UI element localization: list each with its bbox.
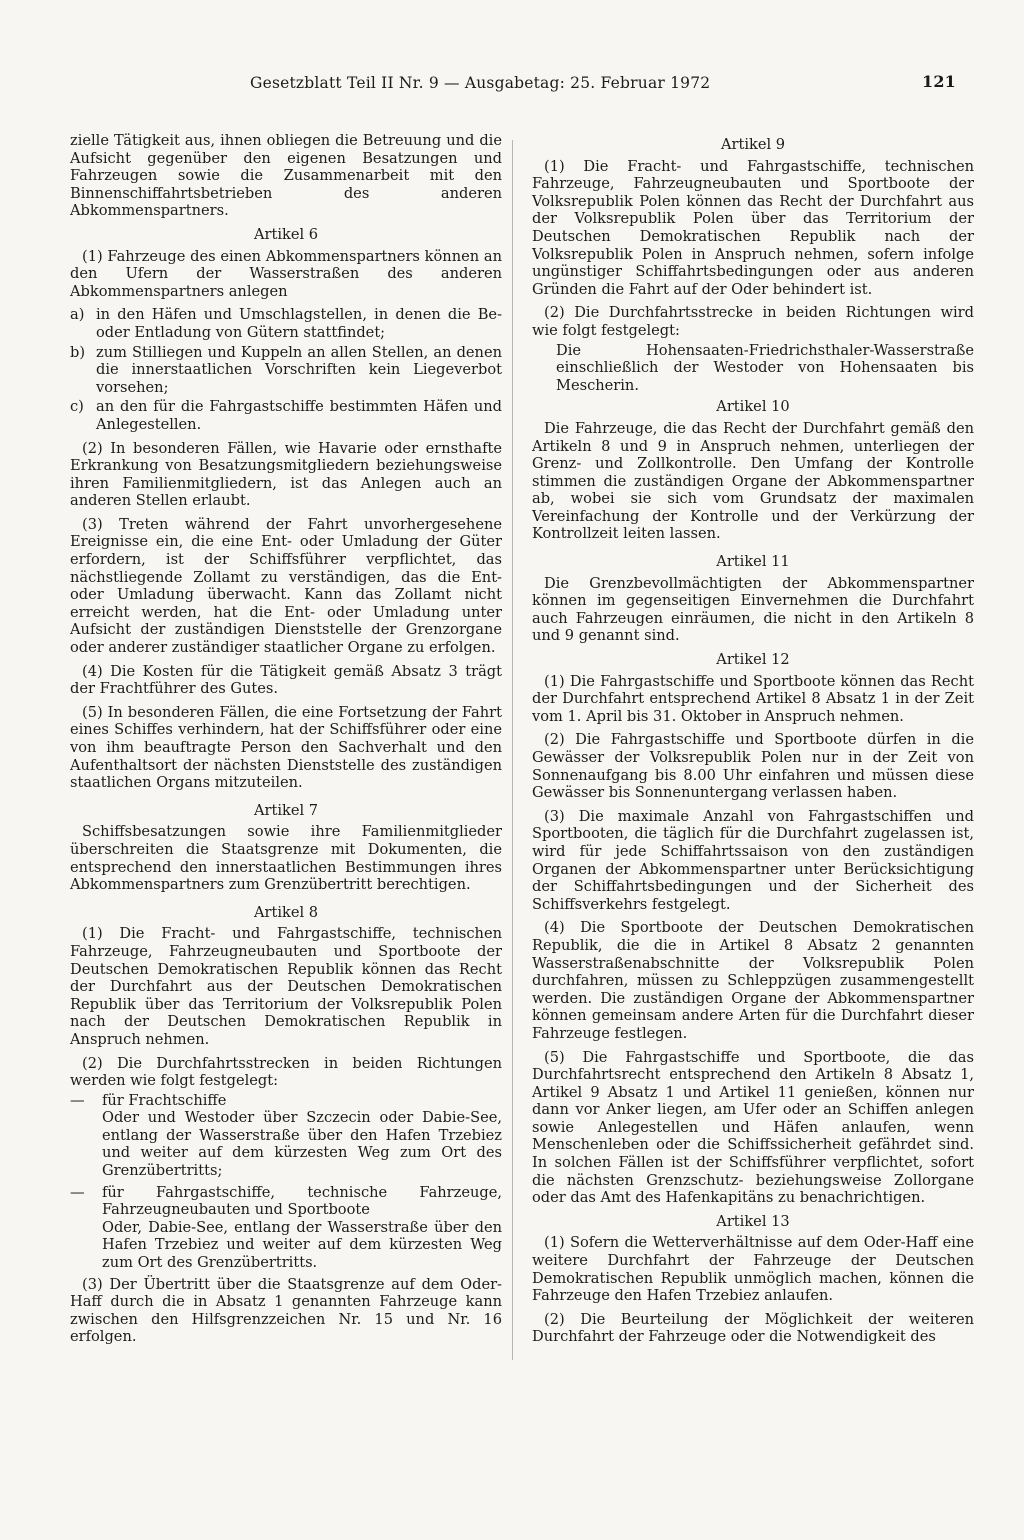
running-title: Gesetzblatt Teil II Nr. 9 — Ausgabetag: 25. Februar 1972 <box>250 74 711 92</box>
list-text: an den für die Fahrgastschiffe bestimmten Häfen und Anlegestellen. <box>96 398 502 433</box>
article-9-heading: Artikel 9 <box>720 136 786 153</box>
article-6-para-4: (4) Die Kosten für die Tätigkeit gemäß Absatz 3 trägt der Frachtführer des Gutes. <box>70 662 502 698</box>
article-9-para-1: (1) Die Fracht- und Fahrgastschiffe, technischen Fahrzeuge, Fahrzeugneubauten und Sportboote der Volksrepublik Polen können das Recht der Durchfahrt aus der Volksrepublik Polen über das Territorium der Deutschen Demokratischen Republik nach der Volksrepublik Polen in Anspruch nehmen, sofern infolge ungünstiger Schiffahrtsbedingungen oder aus anderen Gründen die Fahrt auf der Oder behindert ist. <box>532 157 974 298</box>
article-13-para-2: (2) Die Beurteilung der Möglichkeit der weiteren Durchfahrt der Fahrzeuge oder die Notwendigkeit des <box>532 1310 974 1346</box>
article-12-para-3: (3) Die maximale Anzahl von Fahrgastschiffen und Sportbooten, die täglich für die Durchfahrt zugelassen ist, wird für jede Schiffahrtssaison von den zuständigen Organen der Abkommenspartner unter Berücksichtigung der Schiffahrtsbedingungen und der Sicherheit des Schiffsverkehrs festgelegt. <box>532 807 974 913</box>
article-11-text: Die Grenzbevollmächtigten der Abkommenspartner können im gegenseitigen Einvernehmen die Durchfahrt auch Fahrzeugen einräumen, die nicht in den Artikeln 8 und 9 genannt sind. <box>532 574 974 645</box>
left-column <box>70 132 502 1352</box>
article-12-para-2: (2) Die Fahrgastschiffe und Sportboote dürfen in die Gewässer der Volksrepublik Polen nur in der Zeit von Sonnenaufgang bis 8.00 Uhr einfahren und müssen diese Gewässer bis Sonnenuntergang verlassen haben. <box>532 731 974 802</box>
column-divider <box>512 140 513 1360</box>
dash-marker: — <box>70 1091 85 1109</box>
list-item <box>70 344 502 397</box>
article-12-para-1: (1) Die Fahrgastschiffe und Sportboote können das Recht der Durchfahrt entsprechend Artikel 8 Absatz 1 in der Zeit vom 1. April bis 31. Oktober in Anspruch nehmen. <box>532 672 974 725</box>
article-10-heading: Artikel 10 <box>716 398 790 416</box>
route-description: Oder, Dabie-See, entlang der Wasserstraße über den Hafen Trzebiez und weiter auf dem kürzesten Weg zum Ort des Grenzübertritts. <box>102 1218 502 1272</box>
article-13-heading: Artikel 13 <box>716 1212 790 1230</box>
article-12-para-5: (5) Die Fahrgastschiffe und Sportboote, die das Durchfahrtsrecht entsprechend den Artikeln 8 Absatz 1, Artikel 9 Absatz 1 und Artikel 11 genießen, können nur dann vor Anker liegen, am Ufer oder an Schiffen anlegen sowie Anlegestellen und Häfen anlaufen, wenn Menschenleben oder die Schiffssicherheit gefährdet sind. In solchen Fällen ist der Schiffsführer verpflichtet, sofort die nächsten Grenzschutz- beziehungsweise Zollorgane oder das Amt des Hafenkapitäns zu benachrichtigen. <box>532 1048 974 1207</box>
list-text: in den Häfen und Umschlagstellen, in denen die Be- oder Entladung von Gütern stattfindet; <box>96 306 502 341</box>
route-label: für Fahrgastschiffe, technische Fahrzeuge, Fahrzeugneubauten und Sportboote <box>102 1183 502 1219</box>
continuation-paragraph: zielle Tätigkeit aus, ihnen obliegen die Betreuung und die Aufsicht gegenüber den eigenen Besatzungen und Fahrzeugen sowie die Zusammenarbeit mit den Binnenschiffahrtsbetrieben des anderen Abkommenspartners. <box>70 132 502 220</box>
list-text: zum Stilliegen und Kuppeln an allen Stellen, an denen die innerstaatlichen Vorschriften kein Liegeverbot vorsehen; <box>96 343 502 396</box>
list-item <box>70 398 502 433</box>
running-header <box>250 74 970 92</box>
article-12-heading: Artikel 12 <box>716 651 790 669</box>
article-13-para-1: (1) Sofern die Wetterverhältnisse auf dem Oder-Haff eine weitere Durchfahrt der Fahrzeuge der Deutschen Demokratischen Republik unmöglich machen, können die Fahrzeuge den Hafen Trzebiez anlaufen. <box>532 1234 974 1305</box>
article-8-para-3: (3) Der Übertritt über die Staatsgrenze auf dem Oder-Haff durch die in Absatz 1 genannten Fahrzeuge kann zwischen den Hilfsgrenzzeichen Nr. 15 und Nr. 16 erfolgen. <box>70 1275 502 1346</box>
article-12-para-4: (4) Die Sportboote der Deutschen Demokratischen Republik, die die in Artikel 8 Absatz 2 genannten Wasserstraßenabschnitte der Volksrepublik Polen durchfahren, müssen zu Schleppzügen zusammengestellt werden. Die zuständigen Organe der Abkommenspartner können gemeinsam andere Arten für die Durchfahrt dieser Fahrzeuge festlegen. <box>532 919 974 1042</box>
route-item <box>70 1184 502 1219</box>
article-9-para-2: (2) Die Durchfahrtsstrecke in beiden Richtungen wird wie folgt festgelegt: <box>532 304 974 339</box>
article-6-para-5: (5) In besonderen Fällen, die eine Fortsetzung der Fahrt eines Schiffes verhindern, hat der Schiffsführer oder eine von ihm beauftragte Person den Sachverhalt und den Aufenthaltsort der nächsten Dienststelle des zuständigen staatlichen Organs mitzuteilen. <box>70 703 502 792</box>
article-6-para-1: (1) Fahrzeuge des einen Abkommenspartners können an den Ufern der Wasserstraßen des anderen Abkommenspartners anlegen <box>70 247 502 300</box>
article-8-para-2: (2) Die Durchfahrtsstrecken in beiden Richtungen werden wie folgt festgelegt: <box>70 1054 502 1090</box>
article-7-text: Schiffsbesatzungen sowie ihre Familienmitglieder überschreiten die Staatsgrenze mit Dokumenten, die entsprechend den innerstaatlichen Bestimmungen ihres Abkommenspartners zum Grenzübertritt berechtigen. <box>70 823 502 894</box>
article-6-para-3: (3) Treten während der Fahrt unvorhergesehene Ereignisse ein, die eine Ent- oder Umladung der Güter erfordern, ist der Schiffsführer verpflichtet, das nächstliegende Zollamt zu verständigen, das die Ent- oder Umladung überwacht. Kann das Zollamt nicht erreicht werden, hat die Ent- oder Umladung unter Aufsicht der zuständigen Dienststelle der Grenzorgane oder anderer zuständiger staatlicher Organe zu erfolgen. <box>70 515 502 657</box>
list-marker: a) <box>70 306 85 324</box>
dash-marker: — <box>70 1183 85 1201</box>
article-7-heading: Artikel 7 <box>253 801 319 819</box>
article-8-para-1: (1) Die Fracht- und Fahrgastschiffe, technischen Fahrzeuge, Fahrzeugneubauten und Sportboote der Deutschen Demokratischen Republik können das Recht der Durchfahrt aus der Deutschen Demokratischen Republik über das Territorium der Volksrepublik Polen nach der Deutschen Demokratischen Republik in Anspruch nehmen. <box>70 925 502 1048</box>
article-10-text: Die Fahrzeuge, die das Recht der Durchfahrt gemäß den Artikeln 8 und 9 in Anspruch nehmen, unterliegen der Grenz- und Zollkontrolle. Den Umfang der Kontrolle stimmen die zuständigen Organe der Abkommenspartner ab, wobei sie sich vom Grundsatz der maximalen Vereinfachung der Kontrolle und der Verkürzung der Kontrollzeit leiten lassen. <box>532 419 974 543</box>
article-6-para-2: (2) In besonderen Fällen, wie Havarie oder ernsthafte Erkrankung von Besatzungsmitgliedern beziehungsweise ihren Familienmitgliedern, ist das Anlegen auch an anderen Stellen erlaubt. <box>70 439 502 510</box>
route-label: für Frachtschiffe <box>102 1091 227 1109</box>
page-number: 121 <box>922 72 956 91</box>
route-item <box>70 1092 502 1110</box>
list-item <box>70 306 502 341</box>
article-11-heading: Artikel 11 <box>716 553 790 571</box>
article-8-heading: Artikel 8 <box>253 903 319 921</box>
list-marker: b) <box>70 343 86 361</box>
article-6-heading: Artikel 6 <box>253 225 319 243</box>
article-9-route: Die Hohensaaten-Friedrichsthaler-Wasserstraße einschließlich der Westoder von Hohensaaten bis Mescherin. <box>556 341 974 394</box>
right-column <box>532 136 974 1352</box>
route-description: Oder und Westoder über Szczecin oder Dabie-See, entlang der Wasserstraße über den Hafen Trzebiez und weiter auf dem kürzesten Weg zum Ort des Grenzübertritts; <box>102 1109 502 1180</box>
list-marker: c) <box>70 398 84 416</box>
